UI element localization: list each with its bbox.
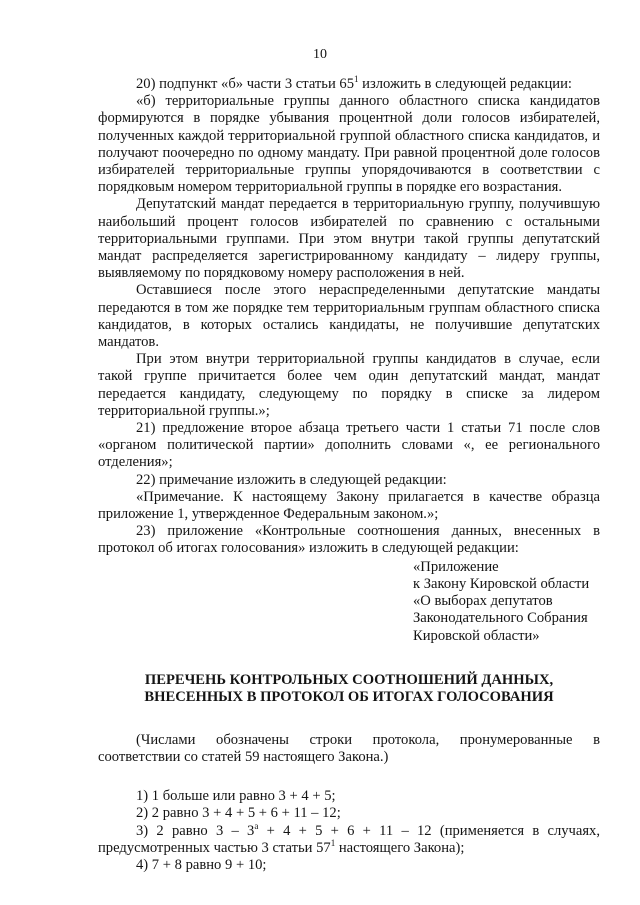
appendix-line: «О выборах депутатов xyxy=(413,593,553,610)
superscript: 1 xyxy=(354,74,359,85)
list-item xyxy=(98,820,600,857)
paragraph-remaining-mandates: Оставшиеся после этого нераспределенными депутатские мандаты передаются в том же порядке тем территориальным группам областного списка кандидатов, в которых остались кандидаты, не получившие депутатских мандатов. xyxy=(98,282,600,351)
list-item: 2) 2 равно 3 + 4 + 5 + 6 + 11 – 12; xyxy=(136,805,341,822)
appendix-line: к Закону Кировской области xyxy=(413,575,590,592)
paragraph-group-rule: При этом внутри территориальной группы кандидатов в случае, если такой группе причитается более чем один депутатский мандат, мандат передается кандидату, следующему по порядку в списке за лидером территориальной группы.»; xyxy=(98,351,600,419)
appendix-header xyxy=(413,559,600,645)
ratios-list xyxy=(98,788,600,874)
appendix-line: Кировской области» xyxy=(413,627,540,644)
numbering-note: (Числами обозначены строки протокола, пронумерованные в соответствии со статей 59 настоящего Закона.) xyxy=(98,731,600,765)
document-body xyxy=(98,76,600,874)
title-line: ВНЕСЕННЫХ В ПРОТОКОЛ ОБ ИТОГАХ ГОЛОСОВАНИЯ xyxy=(144,689,554,706)
superscript: 1 xyxy=(330,837,336,848)
appendix-line: «Приложение xyxy=(413,558,499,575)
list-item: 1) 1 больше или равно 3 + 4 + 5; xyxy=(136,788,336,805)
title-line: ПЕРЕЧЕНЬ КОНТРОЛЬНЫХ СООТНОШЕНИЙ ДАННЫХ, xyxy=(144,671,554,688)
page-number: 10 xyxy=(313,47,327,62)
paragraph-item-21: 21) предложение второе абзаца третьего части 1 статьи 71 после слов «органом политической партии» дополнить словами «, ее регионального отделения»; xyxy=(98,420,600,471)
list-item-text: 3) 2 равно 3 – 3 xyxy=(136,822,255,839)
paragraph-note-text: «Примечание. К настоящему Закону прилагается в качестве образца приложение 1, утвержденное Федеральным законом.»; xyxy=(98,488,600,523)
appendix-line: Законодательного Собрания xyxy=(413,610,588,627)
list-item-text: настоящего Закона); xyxy=(335,839,465,856)
paragraph-item-23: 23) приложение «Контрольные соотношения данных, внесенных в протокол об итогах голосования» изложить в следующей редакции: xyxy=(98,523,600,557)
paragraph-item-20 xyxy=(98,76,600,93)
paragraph-mandate-transfer: Депутатский мандат передается в территориальную группу, получившую наибольший процент голосов избирателей по сравнению с остальными территориальными группами. При этом внутри такой группы депутатский мандат распределяется зарегистрированному кандидату – лидеру группы, выявляемому по порядковому номеру расположения в ней. xyxy=(98,196,600,282)
list-item-text: + 4 + 5 + 6 + 11 – 12 (применяется в случаях, предусмотренных частью 3 статьи 57 xyxy=(98,822,600,856)
paragraph-text: 20) подпункт «б» части 3 статьи 65 xyxy=(136,76,355,92)
list-item: 4) 7 + 8 равно 9 + 10; xyxy=(136,856,267,873)
paragraph-text: изложить в следующей редакции: xyxy=(358,76,572,92)
paragraph-item-22: 22) примечание изложить в следующей редакции: xyxy=(136,471,447,488)
superscript: а xyxy=(254,820,259,831)
section-title xyxy=(98,672,600,707)
paragraph-subpoint-b: «б) территориальные группы данного областного списка кандидатов формируются в порядке убывания процентной доли голосов избирателей, полученных каждой территориальной группой областного списка кандидатов, и получают поочередно по одному мандату. При равной процентной доле голосов избирателей территориальные группы упорядочиваются в соответствии с порядковым номером территориальной группы в порядке его возрастания. xyxy=(98,93,600,196)
